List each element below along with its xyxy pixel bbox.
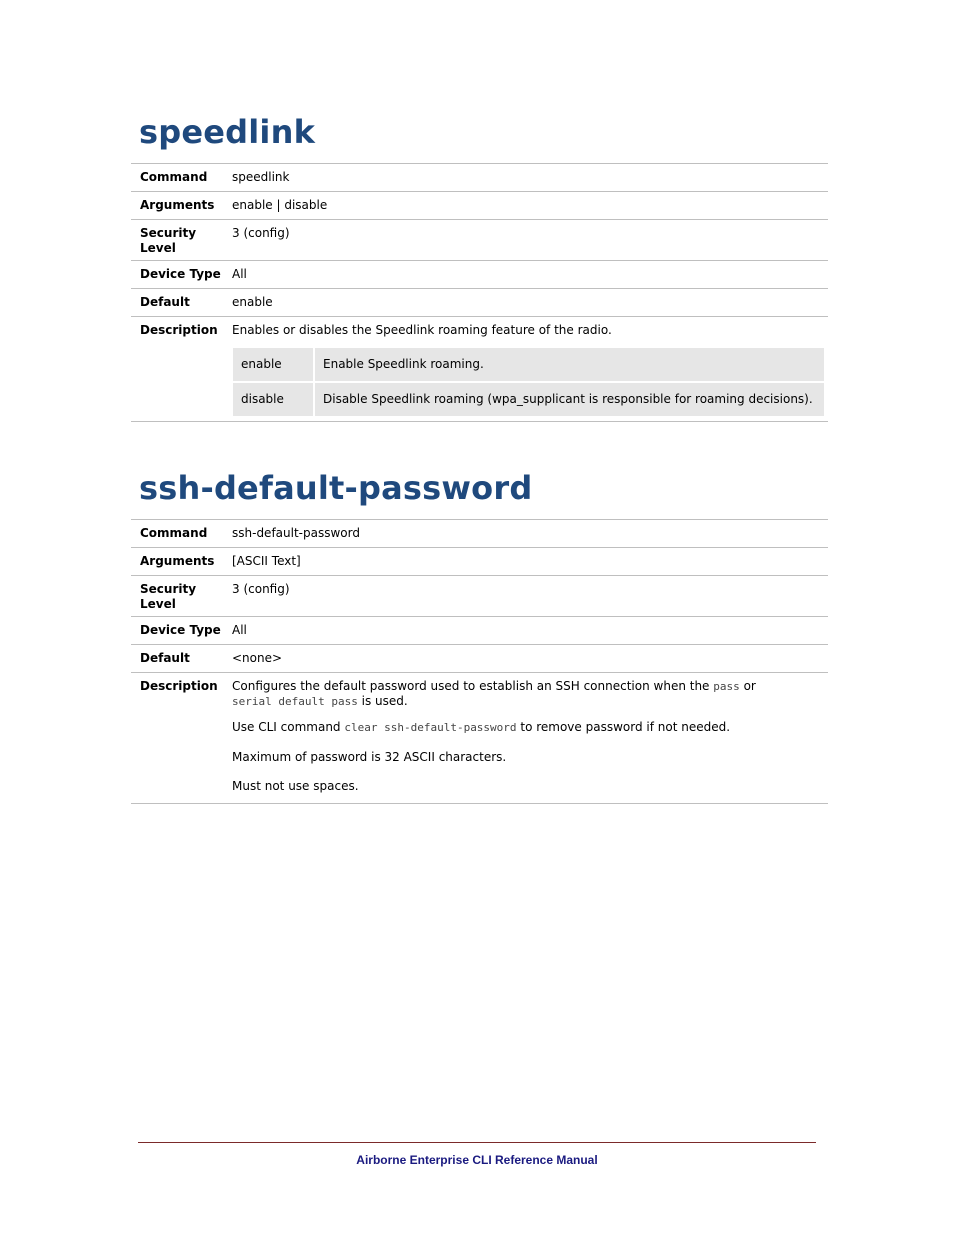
table-row [131, 645, 828, 673]
table-row [131, 220, 828, 261]
default-value: <none> [232, 651, 283, 665]
description-paragraph: Maximum of password is 32 ASCII characters. [232, 750, 507, 764]
command-label: Command [140, 526, 208, 540]
option-row [233, 383, 824, 416]
text-segment: to remove password if not needed. [516, 720, 731, 734]
table-row [131, 317, 828, 422]
option-name: disable [233, 383, 313, 416]
command-value: speedlink [232, 170, 290, 184]
device-type-value: All [232, 267, 247, 281]
default-label: Default [140, 295, 190, 309]
table-row [131, 192, 828, 220]
table-row [131, 548, 828, 576]
ssh-default-password-table [131, 519, 828, 804]
device-type-value: All [232, 623, 247, 637]
description-label: Description [140, 323, 218, 337]
table-row [131, 261, 828, 289]
code-serial-default-pass: serial default pass [232, 695, 358, 708]
default-value: enable [232, 295, 273, 309]
code-pass: pass [713, 680, 740, 693]
text-segment: or [739, 679, 756, 693]
text-segment: Use CLI command [232, 720, 345, 734]
speedlink-table [131, 163, 828, 422]
security-level-label: Security Level [140, 582, 197, 611]
security-level-value: 3 (config) [232, 582, 290, 596]
option-text: Enable Speedlink roaming. [315, 348, 824, 381]
security-level-value: 3 (config) [232, 226, 290, 240]
description-value [232, 673, 828, 804]
table-row [131, 164, 828, 192]
table-row [131, 617, 828, 645]
options-table [231, 346, 826, 418]
table-row [131, 520, 828, 548]
text-segment: Configures the default password used to establish an SSH connection when the [232, 679, 714, 693]
command-value: ssh-default-password [232, 526, 360, 540]
table-row [131, 289, 828, 317]
description-text: Enables or disables the Speedlink roaming feature of the radio. [232, 323, 612, 337]
description-label: Description [140, 679, 218, 693]
arguments-value: enable | disable [232, 198, 328, 212]
arguments-label: Arguments [140, 198, 215, 212]
section-title-speedlink: speedlink [139, 113, 316, 151]
description-paragraph [232, 679, 792, 709]
footer-title: Airborne Enterprise CLI Reference Manual [356, 1153, 598, 1167]
security-level-label: Security Level [140, 226, 197, 255]
arguments-label: Arguments [140, 554, 215, 568]
description-paragraph [232, 720, 828, 735]
code-clear-command: clear ssh-default-password [344, 721, 517, 734]
device-type-label: Device Type [140, 623, 221, 637]
text-segment: is used. [357, 694, 408, 708]
description-paragraph: Must not use spaces. [232, 779, 359, 793]
option-row [233, 348, 824, 381]
footer-divider [138, 1142, 816, 1143]
arguments-value: [ASCII Text] [232, 554, 301, 568]
description-value [232, 317, 828, 422]
option-text: Disable Speedlink roaming (wpa_supplicant is responsible for roaming decisions). [315, 383, 824, 416]
command-label: Command [140, 170, 208, 184]
default-label: Default [140, 651, 190, 665]
option-name: enable [233, 348, 313, 381]
table-row [131, 673, 828, 804]
section-title-ssh-default-password: ssh-default-password [139, 469, 533, 507]
device-type-label: Device Type [140, 267, 221, 281]
table-row [131, 576, 828, 617]
